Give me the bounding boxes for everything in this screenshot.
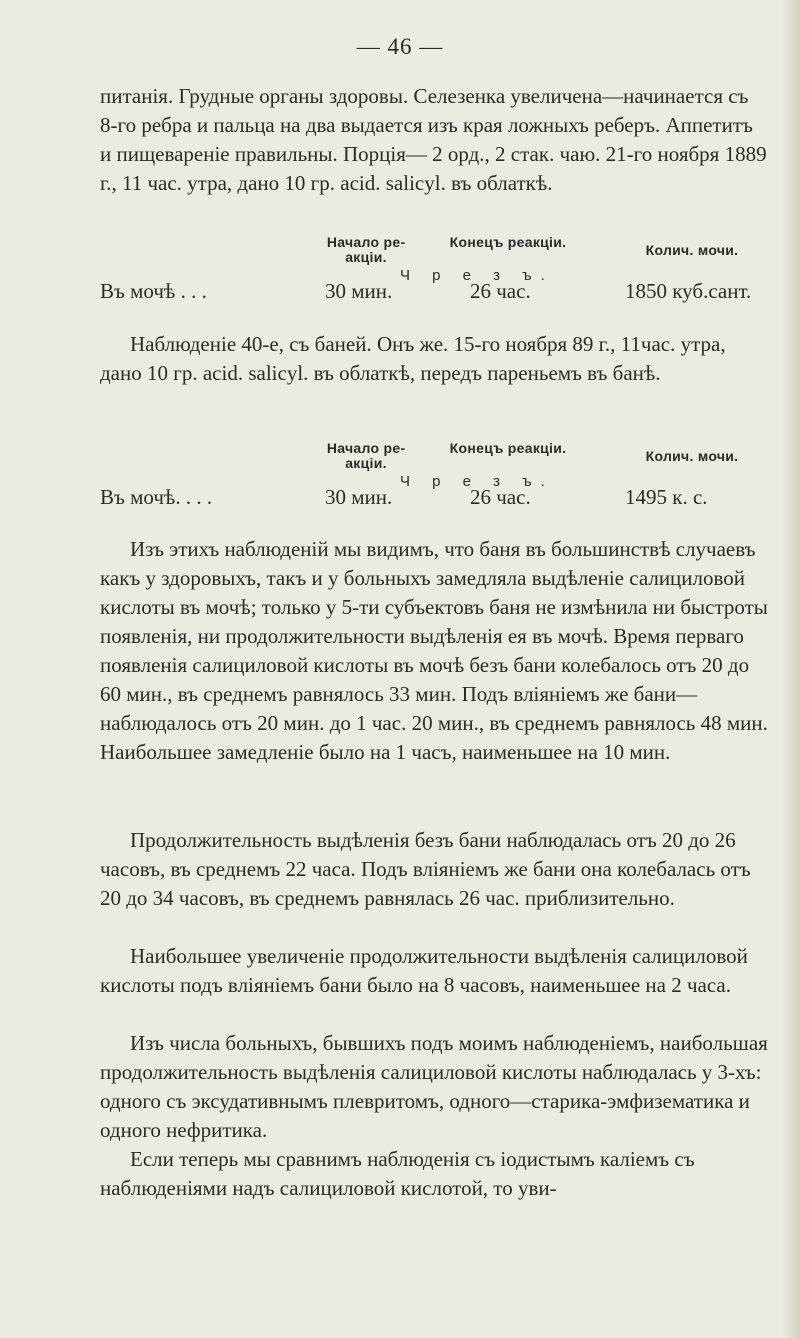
paragraph-1: питанія. Грудные органы здоровы. Селезенка увеличена—начинается съ 8-го ребра и пальца на два выдается изъ края ложныхъ реберъ. Аппетитъ и пищевареніе правильны. Порція— 2 орд., 2 стак. чаю. 21-го ноября 1889 г., 11 час. утра, дано 10 гр. acid. salicyl. въ облаткѣ. bbox=[100, 84, 767, 195]
paragraph-2: Наблюденіе 40-е, съ баней. Онъ же. 15-го ноября 89 г., 11час. утра, дано 10 гр. acid. salicyl. въ облаткѣ, передъ пареньемъ въ банѣ. bbox=[100, 332, 726, 385]
table-1-header-amount: Колич. мочи. bbox=[645, 242, 739, 258]
table-1-amount-value: 1850 куб.сант. bbox=[625, 279, 752, 303]
paragraph-5: Наибольшее увеличеніе продолжительности выдѣленія салициловой кислоты подъ вліяніемъ бани было на 8 часовъ, наименьшее на 2 часа. bbox=[100, 944, 748, 997]
table-1-header-start: Начало реакціи. bbox=[326, 234, 406, 265]
table-2-header-end: Конецъ реакціи. bbox=[449, 440, 567, 456]
table-1-row-label: Въ мочѣ . . . bbox=[100, 279, 207, 303]
table-2-header-amount: Колич. мочи. bbox=[645, 448, 739, 464]
table-2-header-start: Начало реакціи. bbox=[326, 440, 406, 471]
paragraph-6: Изъ числа больныхъ, бывшихъ подъ моимъ наблюденіемъ, наибольшая продолжительность выдѣленія салициловой кислоты наблюдалась у 3-хъ: одного съ эксудативнымъ плевритомъ, одного—старика-эмфизематика и одного нефритика. bbox=[100, 1031, 768, 1142]
table-1-through: Ч р е з ъ. bbox=[400, 267, 554, 284]
paragraph-7: Если теперь мы сравнимъ наблюденія съ іодистымъ каліемъ съ наблюденіями надъ салициловой кислотой, то уви- bbox=[100, 1147, 695, 1200]
table-2-through: Ч р е з ъ. bbox=[400, 473, 554, 490]
table-2-start-value: 30 мин. bbox=[325, 485, 393, 509]
table-1-start-value: 30 мин. bbox=[325, 279, 393, 303]
paragraph-3: Изъ этихъ наблюденій мы видимъ, что баня въ большинствѣ случаевъ какъ у здоровыхъ, такъ и у больныхъ замедляла выдѣленіе салициловой кислоты въ мочѣ; только у 5-ти субъектовъ баня не измѣнила ни быстроты появленія, ни продолжительности выдѣленія ея въ мочѣ. Время перваго появленія салициловой кислоты въ мочѣ безъ бани колебалось отъ 20 до 60 мин., въ среднемъ равнялось 33 мин. Подъ вліяніемъ же бани—наблюдалось отъ 20 мин. до 1 час. 20 мин., въ среднемъ равнялось 48 мин. Наибольшее замедленіе было на 1 часъ, наименьшее на 10 мин. bbox=[100, 537, 768, 764]
page-number: — 46 — bbox=[356, 34, 444, 59]
table-2-row-label: Въ мочѣ. . . . bbox=[100, 485, 213, 509]
table-2-end-value: 26 час. bbox=[470, 485, 531, 509]
table-2-amount-value: 1495 к. с. bbox=[625, 485, 708, 509]
paragraph-4: Продолжительность выдѣленія безъ бани наблюдалась отъ 20 до 26 часовъ, въ среднемъ 22 часа. Подъ вліяніемъ же бани она колебалась отъ 20 до 34 часовъ, въ среднемъ равнялась 26 час. приблизительно. bbox=[100, 828, 751, 910]
table-1-header-end: Конецъ реакціи. bbox=[449, 234, 567, 250]
table-1-end-value: 26 час. bbox=[470, 279, 531, 303]
